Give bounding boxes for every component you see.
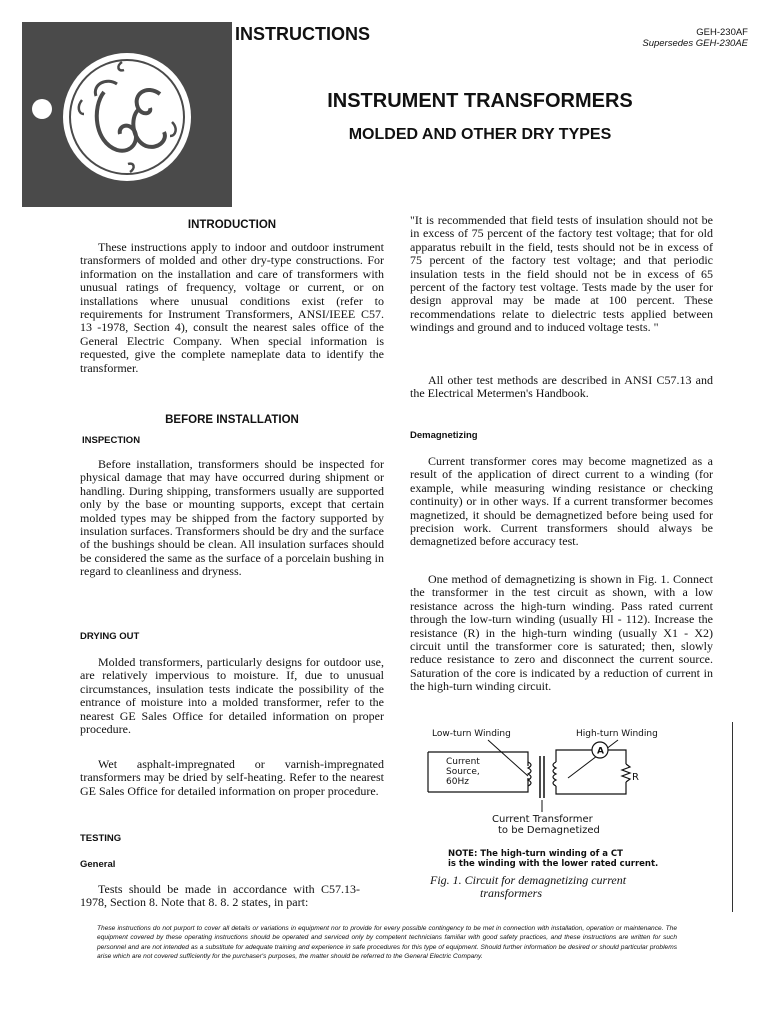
quote-section bbox=[410, 214, 713, 335]
quote-paragraph: "It is recommended that field tests of insulation should not be in excess of 75 percent of the factory test voltage; that for old apparatus rebuilt in the field, tests should not be in excess of 75 percent of the factory test voltage; and that periodic insulation tests in the field should not be in excess of 65 percent of the factory test voltage. Tests made by the user for design approval may be made at 100 percent. These recommendations relate to dielectric tests applied between windings and ground and to induced voltage tests. " bbox=[410, 213, 713, 335]
ammeter-label: A bbox=[597, 746, 604, 757]
low-turn-leader bbox=[488, 740, 528, 776]
demagnetizing-section-2 bbox=[410, 573, 713, 694]
ct-label-2: to be Demagnetized bbox=[498, 825, 600, 836]
inspection-section bbox=[80, 458, 384, 579]
before-installation-heading: BEFORE INSTALLATION bbox=[165, 414, 299, 426]
inspection-paragraph: Before installation, transformers should be inspected for physical damage that may have occurred during shipment or handling. During shipping, transformers usually are supported only by the base or mounting supports, except that certain molded types may be shipped from the factory supported by insulation surfaces. Transformers should be dry and the surface of the bushings should be clean. All insulation surfaces should be considered the same as the surface of a porcelain bushing in regard to cleanliness and dryness. bbox=[80, 457, 384, 579]
general-heading: General bbox=[80, 859, 116, 870]
drying-paragraph-1: Molded transformers, particularly designs for outdoor use, are relatively impervious to moisture. If, due to unusual circumstances, insulation tests indicate the possibility of the entrance of moisture into a molded transformer, refer to the nearest GE Sales Office for detailed information on proper procedure. bbox=[80, 655, 384, 737]
intro-heading: INTRODUCTION bbox=[187, 219, 277, 231]
current-source-line-1: Current bbox=[446, 757, 480, 767]
demag-paragraph-1: Current transformer cores may become magnetized as a result of the application of direct current to a winding (for example, while measuring winding resistance or checking continuity) or in other ways. If a current transformer becomes magnetized, it should be demagnetized before being used for precision work. Current transformers should always be demagnetized before accuracy test. bbox=[410, 454, 713, 549]
resistor-label: R bbox=[632, 772, 639, 783]
secondary-loop bbox=[556, 750, 630, 794]
current-source-line-3: 60Hz bbox=[446, 777, 469, 787]
demagnetizing-section bbox=[410, 455, 713, 549]
supersedes-note: Supersedes GEH-230AE bbox=[642, 38, 748, 49]
figure-caption bbox=[430, 874, 626, 900]
general-paragraph: Tests should be made in accordance with C57.13-1978, Section 8. Note that 8. 8. 2 states, in part: bbox=[80, 882, 360, 910]
doc-number: GEH-230AF bbox=[696, 27, 748, 38]
drying-section-2 bbox=[80, 758, 384, 798]
instructions-label: INSTRUCTIONS bbox=[235, 24, 370, 44]
other-tests-section bbox=[410, 374, 713, 401]
caption-line-1: Fig. 1. Circuit for demagnetizing current bbox=[430, 873, 627, 887]
testing-heading: TESTING bbox=[80, 833, 122, 844]
drying-out-heading: DRYING OUT bbox=[80, 631, 140, 642]
demagnetizing-heading: Demagnetizing bbox=[410, 430, 478, 441]
note-line-1: NOTE: The high-turn winding of a CT bbox=[448, 849, 623, 859]
note-line-2: is the winding with the lower rated current. bbox=[448, 859, 659, 869]
caption-line-2: transformers bbox=[480, 886, 543, 900]
current-source-line-2: Source, bbox=[446, 767, 480, 777]
ge-logo bbox=[22, 22, 232, 207]
page-subtitle: MOLDED AND OTHER DRY TYPES bbox=[348, 126, 612, 143]
general-section bbox=[80, 883, 360, 910]
intro-section bbox=[80, 241, 384, 375]
demag-paragraph-2: One method of demagnetizing is shown in Fig. 1. Connect the transformer in the test circuit as shown, with a low resistance across the high-turn winding. Pass rated current through the low-turn winding (usually Hl - 112). Increase the resistance (R) in the high-turn winding (usually X1 - X2) circuit until the transformer core is saturated; then, slowly reduce resistance to zero and disconnect the current source. Saturation of the core is indicated by a reduction of current in the high-turn winding circuit. bbox=[410, 572, 713, 694]
low-turn-label: Low-turn Winding bbox=[432, 729, 511, 739]
other-tests-paragraph: All other test methods are described in ANSI C57.13 and the Electrical Metermen's Handbook. bbox=[410, 373, 713, 401]
footer-disclaimer: These instructions do not purport to cover all details or variations in equipment nor to provide for every possible contingency to be met in connection with installation, operation or maintenance. The equipment covered by these operating instructions should be operated and serviced only by competent technicians familiar with good safety practices, and these instructions are written for such personnel and are not intended as a substitute for adequate training and experience in safe procedures for this type of equipment. Should further information be desired or should particular problems arise which are not covered sufficiently for the purchaser's purposes, the matter should be referred to the General Electric Company. bbox=[97, 925, 677, 960]
column-rule bbox=[732, 722, 733, 912]
drying-section bbox=[80, 656, 384, 736]
high-turn-label: High-turn Winding bbox=[576, 729, 658, 739]
drying-paragraph-2: Wet asphalt-impregnated or varnish-impregnated transformers may be dried by self-heating. Refer to the nearest GE Sales Office for detailed information on proper procedure. bbox=[80, 757, 384, 798]
secondary-coil bbox=[553, 762, 556, 786]
page-title: INSTRUMENT TRANSFORMERS bbox=[327, 90, 633, 112]
intro-paragraph: These instructions apply to indoor and outdoor instrument transformers of molded and other dry-type constructions. For information on the installation and care of transformers with unusual ratings of frequency, voltage or current, or on installations where unusual conditions exist (refer to requirements for Instrument Transformers, ANSI/IEEE C57. 13 -1978, Section 4), consult the nearest sales office of the General Electric Company. When special information is requested, give the complete nameplate data to identify the transformer. bbox=[80, 240, 384, 375]
inspection-heading: INSPECTION bbox=[82, 435, 141, 446]
document-number bbox=[642, 27, 748, 49]
ge-monogram-logo-icon bbox=[22, 22, 232, 207]
ct-label-1: Current Transformer bbox=[492, 814, 593, 825]
